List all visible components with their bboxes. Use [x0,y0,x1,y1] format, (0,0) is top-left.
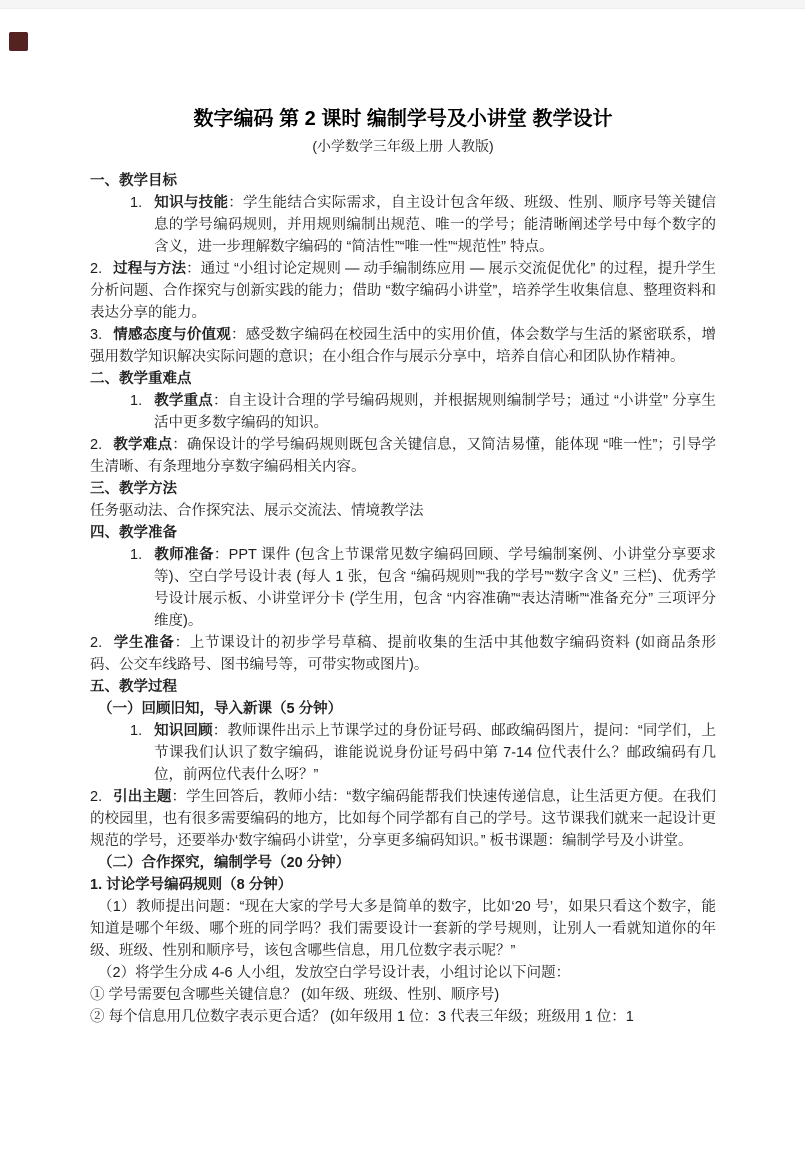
paragraph: ② 每个信息用几位数字表示更合适？ (如年级用 1 位：3 代表三年级；班级用 1 位：1 [90,1009,634,1025]
list-marker: 2. [90,261,103,277]
run-body: ：教师课件出示上节课学过的身份证号码、邮政编码图片，提问：“同学们，上节课我们认识了数字编码，谁能说说身份证号码中第 7-14 位代表什么？邮政编码有几位，前两位代表什么呀？” [154,723,717,783]
list-marker: 3. [90,327,103,343]
paragraph [90,786,716,852]
run-body: ：通过 “小组讨论定规则 — 动手编制练应用 — 展示交流促优化” 的过程，提升学生分析问题、合作探究与创新实践的能力；借助 “数字编码小讲堂”，培养学生收集信息、整理资料和表达分享的能力。 [90,261,717,321]
list-item [90,390,716,434]
paragraph: 任务驱动法、合作探究法、展示交流法、情境教学法 [90,503,424,519]
list-marker: 1. [130,723,143,739]
section-heading-preparation: 四、教学准备 [90,525,177,541]
subsection-heading-explore: （二）合作探究，编制学号（20 分钟） [98,855,351,871]
section-heading-process: 五、教学过程 [90,679,177,695]
run-body: ：确保设计的学号编码规则既包含关键信息，又简洁易懂，能体现 “唯一性”；引导学生清晰、有条理地分享数字编码相关内容。 [90,437,717,475]
paragraph [90,632,716,676]
run-label: 知识与技能 [154,195,229,211]
list-marker: 1. [130,547,143,563]
page-title: 数字编码 第 2 课时 编制学号及小讲堂 教学设计 [193,108,613,130]
run-body: ：学生回答后，教师小结：“数字编码能帮我们快速传递信息，让生活更方便。在我们的校园里，也有很多需要编码的地方，比如每个同学都有自己的学号。这节课我们就来一起设计更规范的学号，还要举办‘数字编码小讲堂’，分享更多编码知识。” 板书课题：编制学号及小讲堂。 [90,789,717,849]
run-label: 过程与方法 [113,261,187,277]
list-item [90,720,716,786]
list-marker: 2. [90,437,103,453]
run-label: 学生准备 [113,635,175,651]
run-label: 情感态度与价值观 [113,327,231,343]
paragraph: （2）将学生分成 4-6 人小组，发放空白学号设计表，小组讨论以下问题： [98,965,571,981]
subsection-heading-rules: 1. 讨论学号编码规则（8 分钟） [90,877,293,893]
run-label: 引出主题 [113,789,172,805]
run-body: ：上节课设计的初步学号草稿、提前收集的生活中其他数字编码资料 (如商品条形码、公交车线路号、图书编号等，可带实物或图片)。 [90,635,716,673]
run-label: 教学重点 [154,393,213,409]
run-label: 知识回顾 [154,723,213,739]
paragraph: （1）教师提出问题：“现在大家的学号大多是简单的数字，比如‘20 号’，如果只看这个数字，能知道是哪个年级、哪个班的同学吗？我们需要设计一套新的学号规则，让别人一看就知道你的年级、班级、性别和顺序号，该包含哪些信息，用几位数字表示呢？” [90,899,716,959]
paragraph [90,258,716,324]
run-body: ：自主设计合理的学号编码规则，并根据规则编制学号；通过 “小讲堂” 分享生活中更多数字编码的知识。 [154,393,717,431]
list-marker: 1. [130,393,143,409]
list-item [90,544,716,632]
section-heading-methods: 三、教学方法 [90,481,177,497]
paragraph [90,434,716,478]
section-heading-key-points: 二、教学重难点 [90,371,192,387]
run-label: 教学难点 [113,437,173,453]
paragraph: ① 学号需要包含哪些关键信息？ (如年级、班级、性别、顺序号) [90,987,500,1003]
run-label: 教师准备 [154,547,214,563]
list-marker: 2. [90,635,103,651]
page-subtitle: (小学数学三年级上册 人教版) [312,138,494,154]
list-item [90,192,716,258]
list-marker: 1. [130,195,143,211]
section-heading-objectives: 一、教学目标 [90,173,177,189]
run-body: ：PPT 课件 (包含上节课常见数字编码回顾、学号编制案例、小讲堂分享要求等)、空白学号设计表 (每人 1 张，包含 “编码规则”“我的学号”“数字含义” 三栏)、优秀学号设计展示板、小讲堂评分卡 (学生用，包含 “内容准确”“表达清晰”“准备充分” 三项评分维度)。 [154,547,717,629]
run-body: ：感受数字编码在校园生活中的实用价值，体会数学与生活的紧密联系，增强用数学知识解决实际问题的意识；在小组合作与展示分享中，培养自信心和团队协作精神。 [90,327,717,365]
run-body: ：学生能结合实际需求，自主设计包含年级、班级、性别、顺序号等关键信息的学号编码规则，并用规则编制出规范、唯一的学号；能清晰阐述学号中每个数字的含义，进一步理解数字编码的 “简洁性”“唯一性”“规范性” 特点。 [154,195,717,255]
paragraph [90,324,716,368]
list-marker: 2. [90,789,103,805]
subsection-heading-review: （一）回顾旧知，导入新课（5 分钟） [98,701,343,717]
